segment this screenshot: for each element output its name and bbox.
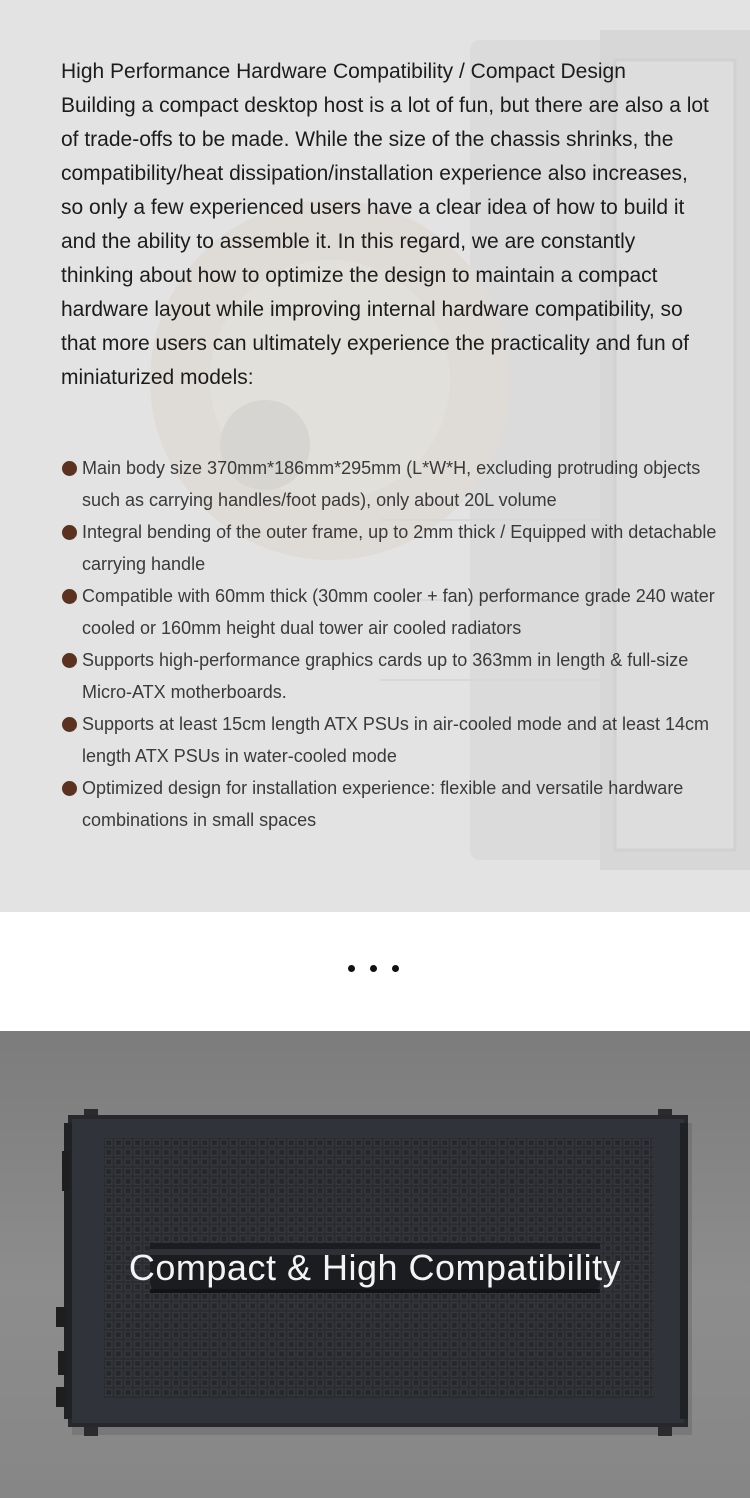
bullet-icon	[62, 781, 77, 796]
feature-text: Supports high-performance graphics cards up to 363mm in length & full-size Micro-ATX motherboards.	[82, 650, 689, 702]
feature-list	[62, 452, 722, 836]
feature-text: Optimized design for installation experience: flexible and versatile hardware combinations in small spaces	[82, 778, 684, 830]
feature-item	[62, 516, 722, 580]
bullet-icon	[62, 525, 77, 540]
section-divider	[0, 912, 750, 1031]
feature-item	[62, 580, 722, 644]
bullet-icon	[62, 589, 77, 604]
dot-icon	[348, 965, 355, 972]
case-showcase	[0, 1031, 750, 1498]
intro-text-block	[61, 55, 711, 395]
bullet-icon	[62, 653, 77, 668]
feature-item	[62, 708, 722, 772]
case-caption: Compact & High Compatibility	[128, 1247, 622, 1288]
feature-text: Integral bending of the outer frame, up to 2mm thick / Equipped with detachable carrying handle	[82, 522, 717, 574]
feature-text: Compatible with 60mm thick (30mm cooler + fan) performance grade 240 water cooled or 160mm height dual tower air cooled radiators	[82, 586, 715, 638]
dot-icon	[392, 965, 399, 972]
feature-text: Supports at least 15cm length ATX PSUs in air-cooled mode and at least 14cm length ATX PSUs in water-cooled mode	[82, 714, 709, 766]
intro-paragraph: Building a compact desktop host is a lot of fun, but there are also a lot of trade-offs to be made. While the size of the chassis shrinks, the compatibility/heat dissipation/installation experience also increases, so only a few experienced users have a clear idea of how to build it and the ability to assemble it. In this regard, we are constantly thinking about how to optimize the design to maintain a compact hardware layout while improving internal hardware compatibility, so that more users can ultimately experience the practicality and fun of miniaturized models:	[61, 94, 709, 389]
bullet-icon	[62, 717, 77, 732]
feature-item	[62, 644, 722, 708]
feature-text: Main body size 370mm*186mm*295mm (L*W*H, excluding protruding objects such as carrying handles/foot pads), only about 20L volume	[82, 458, 701, 510]
feature-item	[62, 772, 722, 836]
feature-item	[62, 452, 722, 516]
dot-icon	[370, 965, 377, 972]
bullet-icon	[62, 461, 77, 476]
ellipsis-dots	[348, 965, 399, 972]
intro-heading: High Performance Hardware Compatibility / Compact Design	[61, 60, 626, 83]
